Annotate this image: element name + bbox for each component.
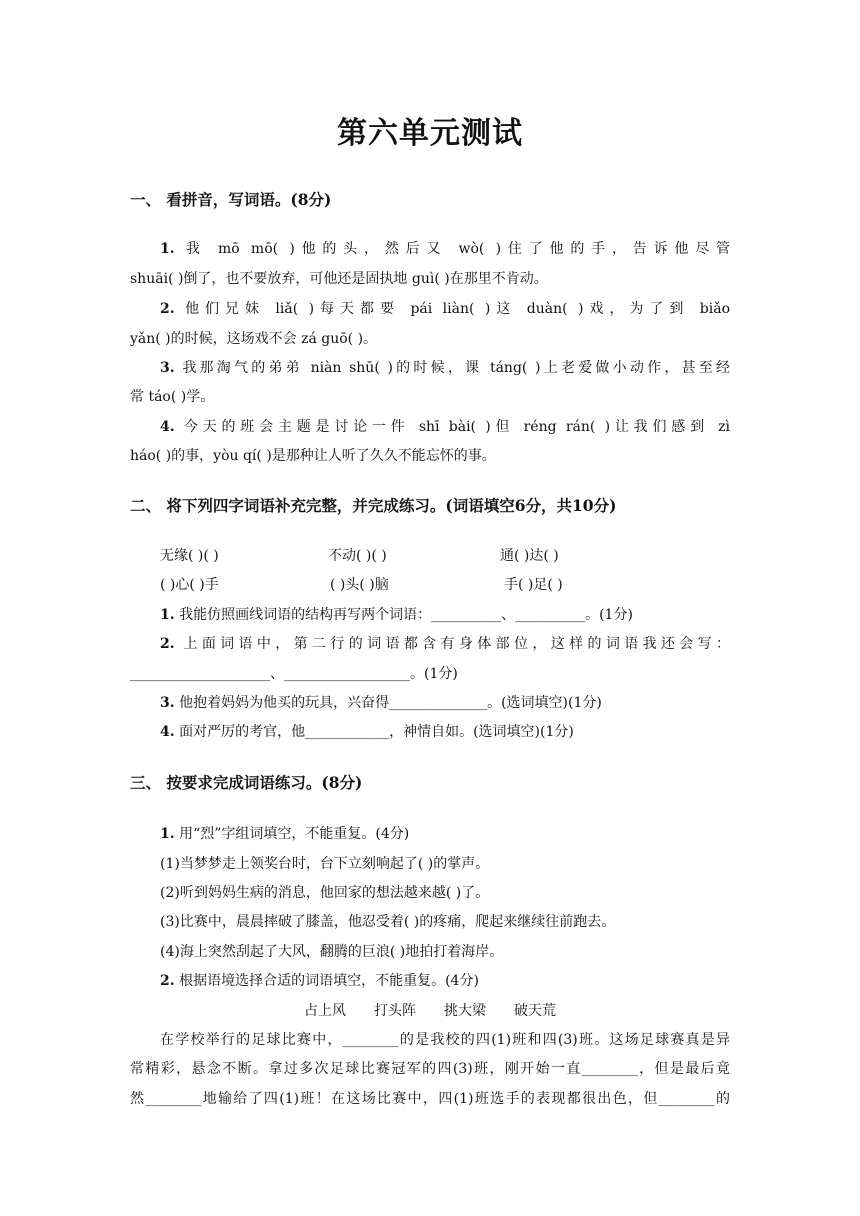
q-text: 面对严厉的考官，他____________，神情自如。(选词填空)(1分)	[179, 724, 574, 740]
s1-q4-line1	[160, 416, 730, 436]
q-text: 根据语境选择合适的词语填空，不能重复。(4分)	[179, 973, 479, 989]
word-bank	[0, 1000, 860, 1020]
word-bank-item: 挑大梁	[444, 1003, 486, 1019]
s3-item-4: (4)海上突然刮起了大风，翻腾的巨浪( )地拍打着海岸。	[160, 944, 504, 960]
word-bank-item: 破天荒	[514, 1003, 556, 1019]
idiom-1: 无缘( )( )	[160, 548, 219, 564]
q-text: 我 mō mō( )他的头，然后又 wò( )住了他的手，告诉他尽管	[185, 241, 731, 257]
q-text: 我能仿照画线词语的结构再写两个词语：__________、__________。(1分)	[179, 607, 633, 623]
s3-q1	[160, 823, 730, 843]
s1-q3-line2: 常 táo( )学。	[130, 389, 215, 405]
q-number: 3.	[160, 695, 175, 711]
page-title: 第六单元测试	[337, 116, 523, 151]
word-bank-item: 占上风	[304, 1003, 346, 1019]
q-number: 4.	[160, 724, 175, 740]
s1-q4-line2: háo( )的事，yòu qí( )是那种让人听了久久不能忘怀的事。	[130, 448, 496, 464]
passage-line-3: 然________地输给了四(1)班！在这场比赛中，四(1)班选手的表现都很出色，但________的	[130, 1091, 730, 1107]
s2-q2-line2: ____________________、__________________。(1分)	[130, 666, 458, 682]
q-text: 上面词语中，第二行的词语都含有身体部位，这样的词语我还会写：	[183, 636, 731, 652]
q-text: 他抱着妈妈为他买的玩具，兴奋得______________。(选词填空)(1分)	[179, 695, 602, 711]
passage-line-2: 常精彩，悬念不断。拿过多次足球比赛冠军的四(3)班，刚开始一直________，但是最后竟	[130, 1061, 730, 1077]
s3-q2	[160, 970, 730, 990]
idiom-6: 手( )足( )	[504, 577, 563, 593]
q-text: 他们兄妹 liǎ( )每天都要 pái liàn( )这 duàn( )戏，为了到 biǎo	[185, 301, 730, 317]
q-number: 1.	[160, 607, 175, 623]
s3-item-1: (1)当梦梦走上领奖台时，台下立刻响起了( )的掌声。	[160, 856, 490, 872]
s2-q3	[160, 692, 730, 712]
s1-q1-line2: shuāi( )倒了，也不要放弃，可他还是固执地 guì( )在那里不肯动。	[130, 271, 548, 287]
section-3-heading: 三、 按要求完成词语练习。(8分)	[130, 773, 363, 792]
s3-item-2: (2)听到妈妈生病的消息，他回家的想法越来越( )了。	[160, 885, 490, 901]
s3-item-3: (3)比赛中，晨晨摔破了膝盖，他忍受着( )的疼痛，爬起来继续往前跑去。	[160, 914, 616, 930]
q-text: 我那淘气的弟弟 niàn shū( )的时候，课 táng( )上老爱做小动作，甚至经	[182, 360, 731, 376]
s2-q1	[160, 604, 730, 624]
q-text: 今天的班会主题是讨论一件 shī bài( )但 réng rán( )让我们感到 zì	[183, 419, 731, 435]
section-1-heading: 一、 看拼音，写词语。(8分)	[130, 190, 332, 209]
s2-q4	[160, 721, 730, 741]
q-number: 1.	[160, 826, 175, 842]
q-number: 2.	[160, 301, 175, 317]
s1-q2-line1	[160, 298, 730, 318]
s1-q1-line1	[160, 238, 730, 258]
s1-q2-line2: yǎn( )的时候，这场戏不会 zá guō( )。	[130, 331, 378, 347]
s2-q2-line1	[160, 633, 730, 653]
idiom-5: ( )头( )脑	[330, 577, 389, 593]
q-number: 3.	[160, 360, 175, 376]
word-bank-item: 打头阵	[374, 1003, 416, 1019]
q-text: 用“烈”字组词填空，不能重复。(4分)	[179, 826, 410, 842]
idiom-2: 不动( )( )	[328, 548, 387, 564]
section-2-heading: 二、 将下列四字词语补充完整，并完成练习。(词语填空6分，共10分)	[130, 496, 617, 515]
q-number: 4.	[160, 419, 175, 435]
q-number: 1.	[160, 241, 175, 257]
q-number: 2.	[160, 636, 175, 652]
s1-q3-line1	[160, 357, 730, 377]
passage-line-1: 在学校举行的足球比赛中，________的是我校的四(1)班和四(3)班。这场足球赛真是异	[160, 1032, 730, 1048]
idiom-4: ( )心( )手	[160, 577, 219, 593]
q-number: 2.	[160, 973, 175, 989]
idiom-3: 通( )达( )	[500, 548, 559, 564]
